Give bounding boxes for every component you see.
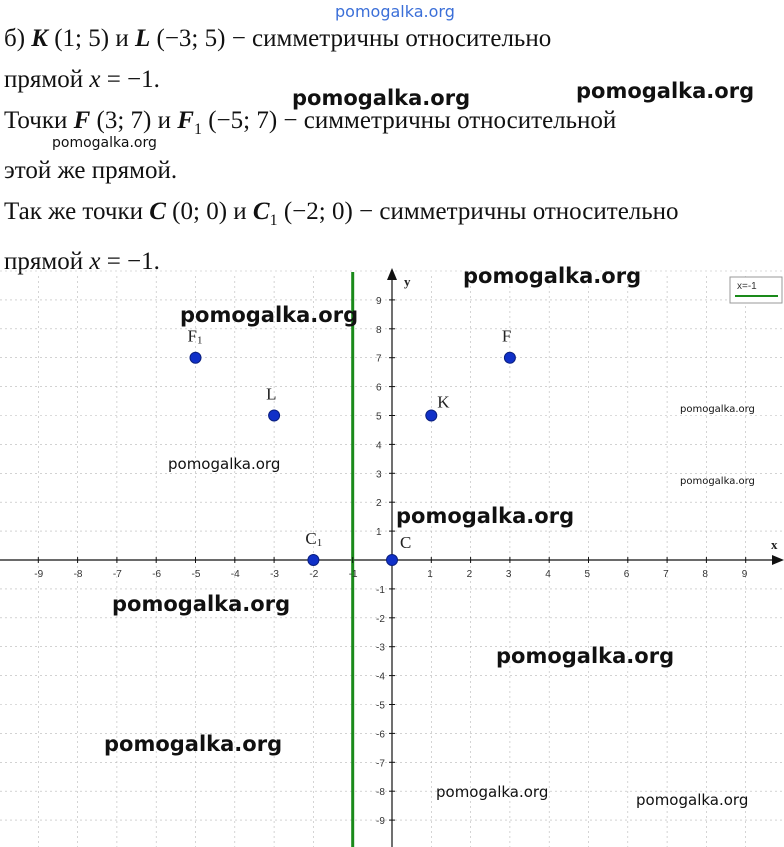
point-label-subscript: 1 <box>316 537 323 549</box>
x-tick-label: -1 <box>348 569 358 580</box>
y-tick-label: -6 <box>376 729 385 741</box>
y-tick-label: 9 <box>376 295 382 307</box>
legend-label: x=-1 <box>737 281 757 292</box>
text-fragment: Точки <box>4 107 74 134</box>
watermark: pomogalka.org <box>636 791 749 809</box>
point-label-k: K <box>437 392 450 412</box>
watermark: pomogalka.org <box>104 732 283 756</box>
watermark: pomogalka.org <box>463 264 642 288</box>
watermark: pomogalka.org <box>680 404 755 415</box>
text-fragment: (0; 0) и <box>165 198 253 225</box>
x-tick-label: 9 <box>741 569 748 580</box>
variable-x: x <box>89 248 101 275</box>
point-name-f1: F <box>177 107 194 134</box>
text-fragment: (1; 5) и <box>47 25 135 52</box>
text-line-5 <box>4 191 774 241</box>
y-tick-label: -7 <box>376 758 385 770</box>
watermark: pomogalka.org <box>680 476 755 487</box>
y-tick-label: 3 <box>376 469 382 481</box>
y-tick-label: 7 <box>376 353 382 365</box>
point-label-l: L <box>266 384 277 404</box>
y-tick-label: -4 <box>376 671 385 683</box>
y-tick-label: 2 <box>376 498 382 510</box>
subscript: 1 <box>193 121 202 138</box>
x-tick-label: 8 <box>702 569 708 580</box>
watermark: pomogalka.org <box>496 644 675 668</box>
point-f <box>504 352 515 363</box>
point-label-c1: C1 <box>305 529 323 549</box>
watermark: pomogalka.org <box>52 135 157 151</box>
y-tick-label: 5 <box>376 411 382 423</box>
y-axis-arrow <box>387 268 397 280</box>
y-tick-label: -5 <box>376 700 385 712</box>
x-tick-label: -6 <box>152 569 162 580</box>
x-tick-label: 3 <box>505 569 512 580</box>
text-fragment: (3; 7) и <box>90 107 178 134</box>
point-k <box>426 410 437 421</box>
legend <box>730 277 782 303</box>
watermark: pomogalka.org <box>436 783 549 801</box>
point-c1 <box>308 555 319 566</box>
text-fragment: этой же прямой. <box>4 157 178 184</box>
watermark: pomogalka.org <box>292 86 471 110</box>
x-tick-label: 1 <box>427 569 433 580</box>
text-fragment: б) <box>4 25 32 52</box>
y-tick-label: -3 <box>376 642 385 654</box>
x-tick-label: 2 <box>466 569 473 580</box>
x-tick-label: -3 <box>270 569 280 580</box>
y-tick-label: -8 <box>376 787 385 799</box>
text-fragment: (−5; 7) − симметричны относительной <box>201 107 617 134</box>
x-tick-label: 7 <box>663 569 669 580</box>
x-tick-label: -8 <box>73 569 83 580</box>
y-tick-label: 6 <box>376 382 382 394</box>
y-axis-label: y <box>404 274 411 289</box>
coordinate-graph <box>0 268 784 847</box>
text-fragment: = −1. <box>100 66 160 93</box>
watermark: pomogalka.org <box>576 79 755 103</box>
point-name-k: K <box>31 25 48 52</box>
point-name-c1: C <box>252 198 270 225</box>
text-line-4 <box>4 150 774 191</box>
y-tick-label: 8 <box>376 324 382 336</box>
text-fragment: (−3; 5) − симметричны относительно <box>150 25 552 52</box>
x-tick-label: 5 <box>584 569 591 580</box>
point-name-c: C <box>149 198 166 225</box>
text-fragment: = −1. <box>100 248 160 275</box>
subscript: 1 <box>269 212 278 229</box>
watermark: pomogalka.org <box>168 455 281 473</box>
point-label-c: C <box>400 533 412 552</box>
point-f1 <box>190 352 201 363</box>
point-label-f1: F1 <box>187 326 203 347</box>
text-line-1 <box>4 18 774 59</box>
y-tick-label: -9 <box>376 816 385 828</box>
watermark-top: pomogalka.org <box>335 2 455 21</box>
x-axis-arrow <box>772 555 784 565</box>
x-tick-label: -9 <box>34 569 44 580</box>
x-tick-label: -4 <box>230 569 240 580</box>
x-tick-label: -2 <box>309 569 319 580</box>
point-name-l: L <box>134 25 151 52</box>
point-c <box>387 555 398 566</box>
text-fragment: прямой <box>4 248 90 275</box>
y-tick-label: -1 <box>376 584 385 596</box>
x-tick-label: -7 <box>112 569 122 580</box>
y-tick-label: 4 <box>376 440 382 452</box>
point-name-f: F <box>73 107 91 134</box>
text-fragment: прямой <box>4 66 90 93</box>
watermark: pomogalka.org <box>180 303 359 327</box>
text-fragment: Так же точки <box>4 198 150 225</box>
watermark: pomogalka.org <box>396 504 575 528</box>
y-tick-label: 1 <box>376 527 382 539</box>
variable-x: x <box>89 66 101 93</box>
point-label-f: F <box>501 326 512 346</box>
x-tick-label: 4 <box>545 569 551 580</box>
y-tick-label: -2 <box>376 613 385 625</box>
x-axis-label: x <box>771 537 778 552</box>
text-fragment: (−2; 0) − симметричны относительно <box>277 198 679 225</box>
watermark: pomogalka.org <box>112 592 291 616</box>
point-l <box>269 410 280 421</box>
x-tick-label: 6 <box>623 569 630 580</box>
x-tick-label: -5 <box>191 569 201 580</box>
point-label-subscript: 1 <box>196 334 203 347</box>
